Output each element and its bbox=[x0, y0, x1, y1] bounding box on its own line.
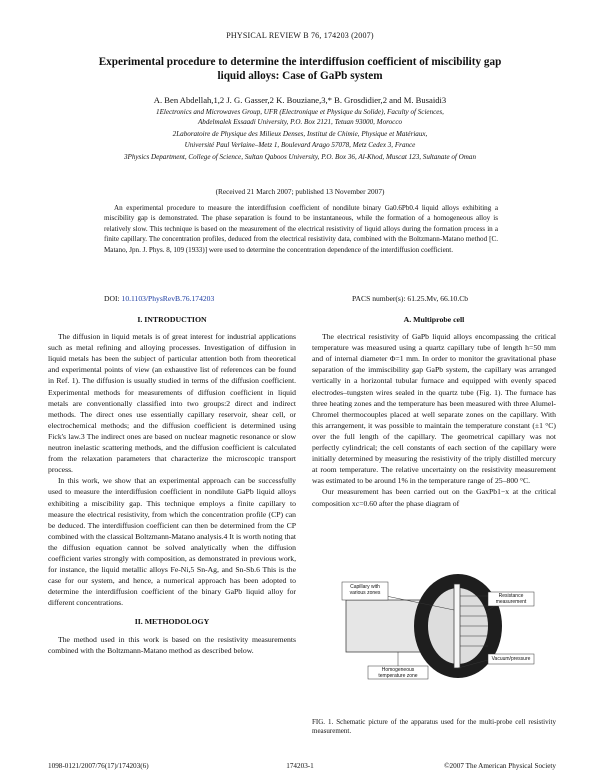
affiliation-1b: Abdelmalek Essaadi University, P.O. Box 2121, Tetuan 93000, Morocco bbox=[197, 118, 403, 126]
doi-line bbox=[104, 294, 214, 303]
affiliation-2b: Université Paul Verlaine–Metz 1, Boulevard Arago 57078, Metz Cedex 3, France bbox=[184, 141, 416, 149]
footer-page-number: 174203-1 bbox=[286, 762, 314, 770]
doi-link[interactable]: 10.1103/PhysRevB.76.174203 bbox=[121, 294, 215, 303]
intro-paragraph-1: The diffusion in liquid metals is of great interest for industrial applications such as metal refining and alloying processes. Investigation of diffusion in liquid metals has been the subject of particular attention both from theoretical and experimental points of view (an exhaustive list of references can be found in Ref. 1). The diffusion is usually studied in terms of the diffusion coefficient. Experimental methods for measurements of diffusion coefficient in liquid metals are conventionally classified into two groups:2 direct and indirect methods. The direct ones use essentially capillary reservoir, shear cell, or electrochemical methods; and the diffusion coefficient is determined using Fick's law.3 The indirect ones are based on nuclear magnetic resonance or slow neutron inelastic scattering methods, and the diffusion coefficient is calculated from the relaxation parameters that characterize the microscopic transport process. bbox=[48, 332, 296, 475]
affiliation-3: 3Physics Department, College of Science, Sultan Qaboos University, P.O. Box 36, Al-Khod, Muscat 123, Sultanate of Oman bbox=[123, 153, 476, 161]
paper-title bbox=[60, 55, 540, 83]
multiprobe-paragraph-1: The electrical resistivity of GaPb liquid alloys encompassing the critical temperature was measured using a quartz capillary tube of length h=50 mm and of internal diameter Φ=1 mm. In order to monitor the gravitational phase separation of the immiscibility gap GaPb system, the capillary was arranged vertically in a horizontal tubular furnace and equipped with evenly spaced electrodes–tungsten wires sealed in the quartz tube (Fig. 1). The furnace has three heating zones and the temperature has been measured with three Alumel-Chromel thermocouples placed at well separate zones on the capillary. With this arrangement, it was possible to maintain the temperature constant (±1 °C) over the full length of the capillary. The geometrical capillary was not perfectly cylindrical; the cell constants of each section of the capillary were initially determined by measuring the resistivity of the triply distilled mercury at room temperature. The relative uncertainty on the resistivity measurement was estimated to be around 1% in the temperature range of 25–800 °C. bbox=[312, 332, 556, 486]
journal-header: PHYSICAL REVIEW B 76, 174203 (2007) bbox=[226, 31, 374, 40]
title-line-2: liquid alloys: Case of GaPb system bbox=[217, 70, 383, 82]
multiprobe-paragraph-2: Our measurement has been carried out on the GaxPb1−x at the critical composition xc=0.60 after the phase diagram of bbox=[312, 487, 556, 508]
footer-left: 1098-0121/2007/76(17)/174203(6) bbox=[48, 762, 149, 770]
affiliation-2a: 2Laboratoire de Physique des Milieux Denses, Institut de Chimie, Physique et Matériaux, bbox=[172, 130, 428, 138]
intro-heading: I. INTRODUCTION bbox=[137, 315, 207, 324]
homogeneous-label: Homogeneous temperature zone bbox=[378, 667, 418, 679]
vacuum-label: Vacuum/pressure bbox=[491, 656, 531, 662]
footer-copyright: ©2007 The American Physical Society bbox=[444, 762, 556, 770]
title-line-1: Experimental procedure to determine the interdiffusion coefficient of miscibility gap bbox=[98, 56, 502, 68]
intro-paragraph-2: In this work, we show that an experimental approach can be successfully used to measure the interdiffusion coefficient in nondilute GaPb liquid alloys exhibiting a miscibility gap. This technique employs a finite capillary to measure the electrical resistivity, from which the concentration profile (CP) can be deduced. The interdiffusion coefficient can then be determined from the CP combined with the classical Boltzmann-Matano analysis.4 It is worth noting that the diffusion equation cannot be solved analytically when the diffusion coefficient varies strongly with composition, as demonstrated in previous work, for instance, the liquid metallic alloys Fe-Ni,5 Sn-Ag, and Sn-Sb.6 This is the case for our system, and hence, a numerical approach has been adopted to determine the interdiffusion coefficient of the binary GaPb liquid alloy for different concentrations. bbox=[48, 476, 296, 608]
methodology-heading: II. METHODOLOGY bbox=[134, 617, 210, 627]
received-dates: (Received 21 March 2007; published 13 November 2007) bbox=[215, 187, 385, 196]
methodology-paragraph: The method used in this work is based on the resistivity measurements combined with the Boltzmann-Matano method as described below. bbox=[48, 634, 296, 655]
figure-1-schematic bbox=[338, 570, 538, 680]
author-list: A. Ben Abdellah,1,2 J. G. Gasser,2 K. Bouziane,3,* B. Grosdidier,2 and M. Busaidi3 bbox=[153, 95, 447, 105]
doi-label: DOI: bbox=[104, 294, 120, 303]
resistance-label: Resistance measurement bbox=[495, 593, 527, 605]
left-column bbox=[48, 314, 296, 656]
abstract: An experimental procedure to measure the interdiffusion coefficient of nondilute binary Ga0.6Pb0.4 liquid alloys exhibiting a miscibility gap is demonstrated. The phase separation is found to be instantaneous, while the formation of a homogeneous alloy is relatively slow. This technique is based on the measurement of the electrical resistivity of liquid alloys during the formation process in a finite capillary. The concentration profiles, deduced from the electrical resistivity data, combined with the Boltzmann-Matano method [C. Matano, Jpn. J. Phys. 8, 109 (1933)] were used to determine the concentration dependence of the interdiffusion coefficient. bbox=[104, 204, 498, 254]
capillary-tube bbox=[454, 584, 460, 668]
affiliation-1a: 1Electronics and Microwaves Group, UFR (Electronique et Physique du Solide), Faculty of Sciences, bbox=[156, 108, 444, 116]
right-column bbox=[312, 314, 556, 509]
figure-1-caption: FIG. 1. Schematic picture of the apparatus used for the multi-probe cell resistivity measurement. bbox=[312, 718, 556, 736]
capillary-label: Capillary with various zones bbox=[349, 584, 381, 596]
multiprobe-heading: A. Multiprobe cell bbox=[403, 315, 465, 324]
pacs-numbers: PACS number(s): 61.25.Mv, 66.10.Cb bbox=[352, 294, 469, 303]
